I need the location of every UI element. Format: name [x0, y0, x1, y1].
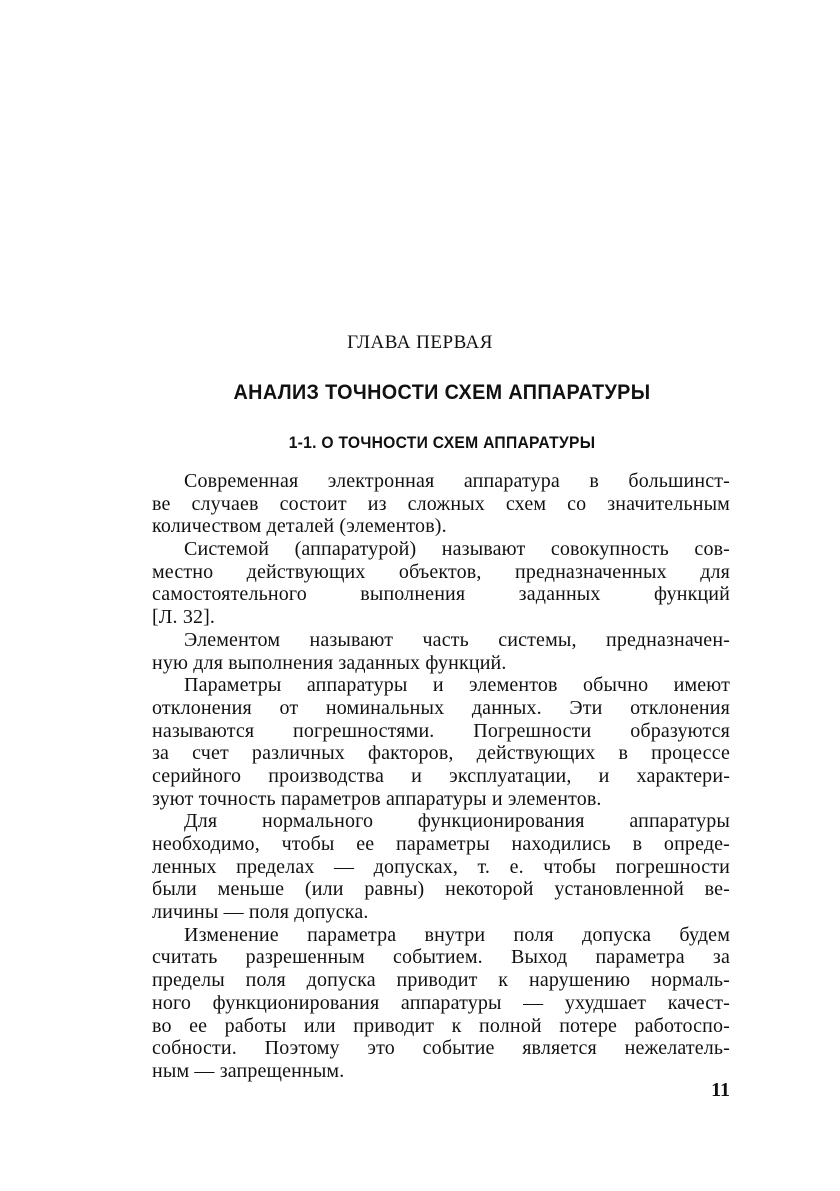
text-line: были меньше (или равны) некоторой установленной ве-: [152, 878, 730, 901]
text-line: самостоятельного выполнения заданных функций: [152, 583, 730, 606]
text-line: считать разрешенным событием. Выход параметра за: [152, 946, 730, 969]
paragraph: [152, 470, 730, 538]
text-line: Параметры аппаратуры и элементов обычно имеют: [184, 674, 730, 697]
text-line: во ее работы или приводит к полной потере работоспо-: [152, 1014, 730, 1037]
text-line: ного функционирования аппаратуры — ухудшает качест-: [152, 991, 730, 1014]
text-line: ве случаев состоит из сложных схем со значительным: [152, 492, 730, 515]
text-line: Системой (аппаратурой) называют совокупность сов-: [184, 538, 730, 561]
text-line: Элементом называют часть системы, предназначен-: [184, 628, 730, 651]
text-line: собности. Поэтому это событие является нежелатель-: [152, 1037, 730, 1060]
paragraph: [152, 924, 730, 1083]
chapter-title: АНАЛИЗ ТОЧНОСТИ СХЕМ АППАРАТУРЫ: [233, 380, 651, 404]
text-line: [Л. 32].: [152, 606, 216, 629]
paragraph: [152, 810, 730, 923]
text-line: Изменение параметра внутри поля допуска будем: [184, 923, 730, 946]
page-number: 11: [711, 1079, 730, 1101]
section-title: 1-1. О ТОЧНОСТИ СХЕМ АППАРАТУРЫ: [288, 433, 596, 452]
text-line: зуют точность параметров аппаратуры и элементов.: [152, 787, 602, 810]
text-line: пределы поля допуска приводит к нарушению нормаль-: [152, 969, 730, 992]
text-line: ленных пределах — допусках, т. е. чтобы погрешности: [152, 855, 730, 878]
text-line: необходимо, чтобы ее параметры находились в опреде-: [152, 833, 730, 855]
text-line: называются погрешностями. Погрешности образуются: [152, 719, 730, 742]
text-line: ную для выполнения заданных функций.: [152, 651, 507, 674]
chapter-label: ГЛАВА ПЕРВАЯ: [347, 332, 493, 353]
paragraph: [152, 629, 730, 674]
text-line: ным — запрещенным.: [152, 1059, 345, 1082]
text-line: Для нормального функционирования аппаратуры: [184, 810, 730, 833]
text-line: Современная электронная аппаратура в большинст-: [184, 470, 730, 492]
text-line: за счет различных факторов, действующих в процессе: [152, 742, 730, 765]
text-line: местно действующих объектов, предназначенных для: [152, 560, 730, 583]
text-line: количеством деталей (элементов).: [152, 515, 447, 538]
paragraph: [152, 538, 730, 629]
text-line: отклонения от номинальных данных. Эти отклонения: [152, 696, 730, 719]
paragraph: [152, 674, 730, 810]
body-text: [152, 470, 730, 1083]
text-line: серийного производства и эксплуатации, и характери-: [152, 764, 730, 787]
text-line: личины — поля допуска.: [152, 901, 369, 924]
